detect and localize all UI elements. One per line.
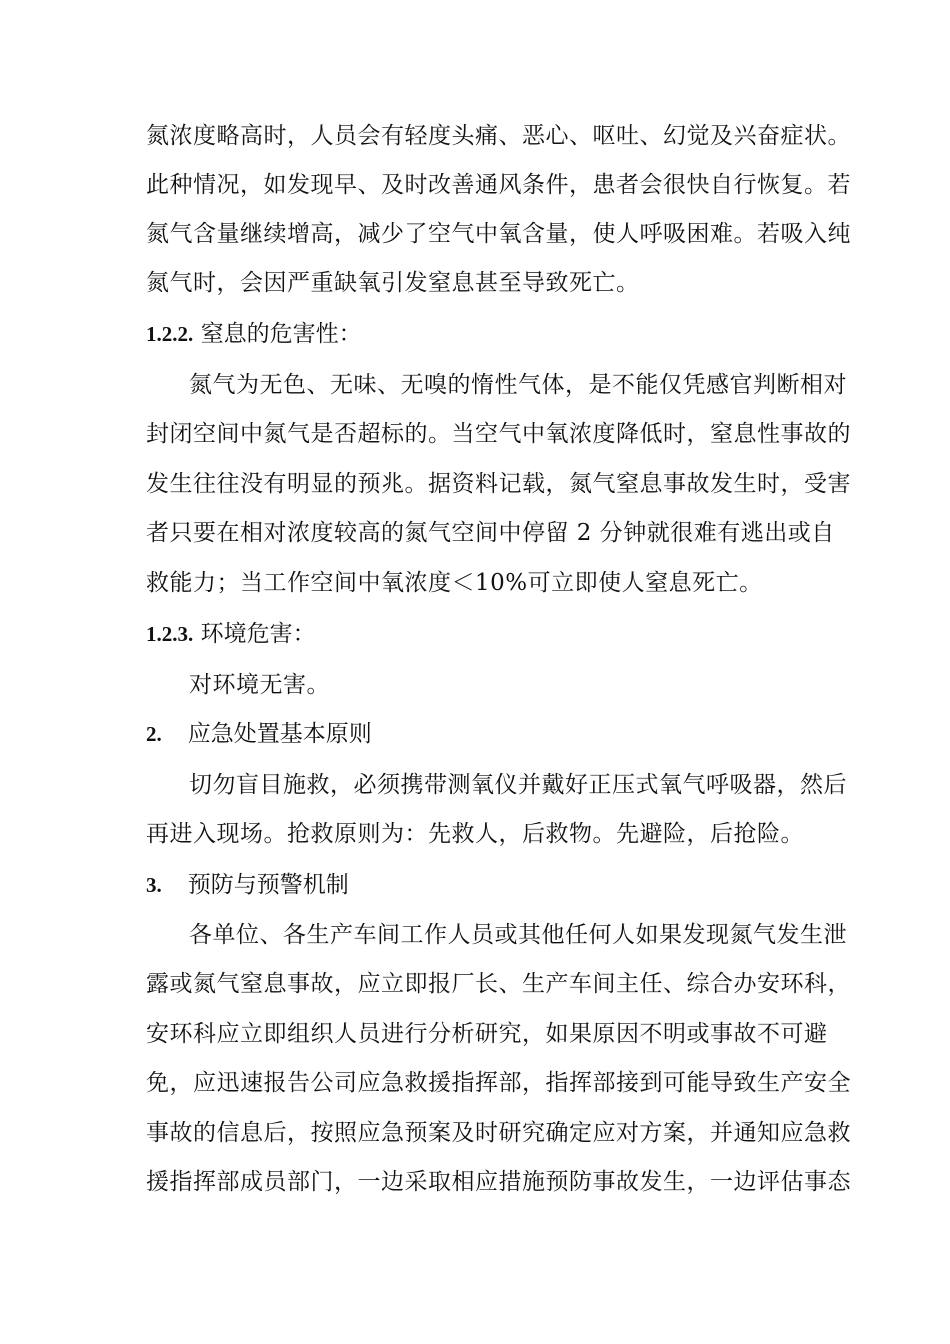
text-line: 事故的信息后，按照应急预案及时研究确定应对方案，并通知应急救: [146, 1120, 851, 1146]
section-title: 窒息的危害性：: [200, 321, 362, 347]
text-line: 发生往往没有明显的预兆。据资料记载，氮气窒息事故发生时，受害: [146, 471, 851, 497]
text-line: 者只要在相对浓度较高的氮气空间中停留 2 分钟就很难有逃出或自: [146, 520, 835, 546]
section-heading-1-2-3: [146, 619, 316, 649]
section-title: 应急处置基本原则: [187, 721, 372, 747]
text-line: 各单位、各生产车间工作人员或其他任何人如果发现氮气发生泄: [189, 922, 847, 948]
text-line: 此种情况，如发现早、及时改善通风条件，患者会很快自行恢复。若: [146, 172, 851, 198]
section-number: 1.2.2.: [146, 322, 194, 346]
text-line: 援指挥部成员部门，一边采取相应措施预防事故发生，一边评估事态: [146, 1169, 851, 1195]
text-line: 对环境无害。: [189, 672, 330, 698]
text-line: 露或氮气窒息事故，应立即报厂长、生产车间主任、综合办安环科，: [146, 971, 851, 997]
text-line: 封闭空间中氮气是否超标的。当空气中氧浓度降低时，窒息性事故的: [146, 421, 851, 447]
section-title: 预防与预警机制: [187, 872, 349, 898]
text-line: 切勿盲目施救，必须携带测氧仪并戴好正压式氧气呼吸器，然后: [189, 772, 847, 798]
section-number: 1.2.3.: [146, 622, 194, 646]
section-number: 3.: [146, 873, 162, 897]
section-heading-2: [146, 719, 372, 749]
text-line: 氮浓度略高时，人员会有轻度头痛、恶心、呕吐、幻觉及兴奋症状。: [146, 123, 851, 149]
section-title: 环境危害：: [200, 621, 316, 647]
section-heading-3: [146, 870, 349, 900]
text-line: 氮气含量继续增高，减少了空气中氧含量，使人呼吸困难。若吸入纯: [146, 221, 851, 247]
text-line: 免，应迅速报告公司应急救援指挥部，指挥部接到可能导致生产安全: [146, 1070, 851, 1096]
text-line: 氮气时，会因严重缺氧引发窒息甚至导致死亡。: [146, 270, 640, 296]
text-line: 再进入现场。抢救原则为：先救人，后救物。先避险，后抢险。: [146, 821, 804, 847]
section-number: 2.: [146, 722, 162, 746]
section-heading-1-2-2: [146, 319, 362, 349]
text-line: 氮气为无色、无味、无嗅的惰性气体，是不能仅凭感官判断相对: [189, 372, 847, 398]
text-line: 救能力；当工作空间中氧浓度＜10%可立即使人窒息死亡。: [146, 570, 763, 596]
text-line: 安环科应立即组织人员进行分析研究，如果原因不明或事故不可避: [146, 1021, 828, 1047]
